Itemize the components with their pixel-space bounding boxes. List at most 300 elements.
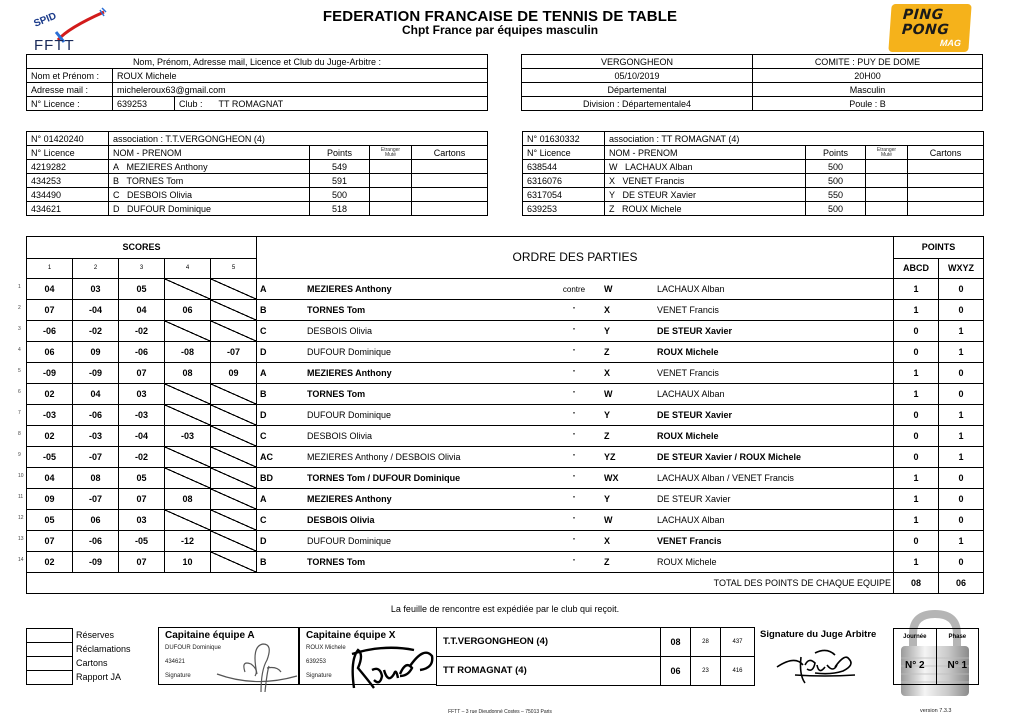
col-licence: N° Licence bbox=[523, 146, 605, 160]
result-a-sets: 28 bbox=[691, 628, 721, 657]
total-a: 08 bbox=[894, 573, 939, 594]
contre-label: " bbox=[572, 537, 576, 545]
set-score-1[interactable]: -03 bbox=[27, 405, 73, 426]
team-a-player: TORNES Tom / DUFOUR Dominique bbox=[307, 472, 461, 483]
team-x-letter: Y bbox=[604, 409, 611, 420]
set-score-2[interactable]: 08 bbox=[73, 468, 119, 489]
team-x-player: LACHAUX Alban bbox=[657, 388, 725, 399]
set-score-3[interactable]: -02 bbox=[119, 447, 165, 468]
set-score-1[interactable]: 06 bbox=[27, 342, 73, 363]
point-wxyz: 1 bbox=[939, 342, 984, 363]
match-players bbox=[257, 405, 894, 426]
point-abcd: 1 bbox=[894, 510, 939, 531]
team-a-letter: AC bbox=[260, 451, 273, 462]
team-a-letter: C bbox=[260, 430, 267, 441]
contre-label: " bbox=[572, 558, 576, 566]
match-players bbox=[257, 300, 894, 321]
team-x-player: ROUX Michele bbox=[657, 556, 717, 567]
svg-text:SPID: SPID bbox=[32, 10, 59, 30]
team-a-player: DUFOUR Dominique bbox=[307, 535, 392, 546]
team-a-player: MEZIERES Anthony bbox=[307, 367, 392, 378]
rapport-box[interactable] bbox=[27, 671, 73, 685]
team-x-player: DE STEUR Xavier bbox=[657, 409, 733, 420]
team-x-table bbox=[522, 131, 984, 216]
match-players bbox=[257, 489, 894, 510]
match-row bbox=[27, 279, 984, 300]
set-score-4[interactable]: -03 bbox=[165, 426, 211, 447]
result-a-total: 437 bbox=[721, 628, 755, 657]
set-score-3[interactable]: -02 bbox=[119, 321, 165, 342]
point-abcd: 0 bbox=[894, 342, 939, 363]
rapport-label: Rapport JA bbox=[76, 672, 122, 682]
captain-a-signature bbox=[215, 636, 300, 692]
row-number: 7 bbox=[18, 410, 21, 416]
set-score-3[interactable]: 07 bbox=[119, 489, 165, 510]
team-x-letter: X bbox=[604, 304, 611, 315]
col-cartons: Cartons bbox=[908, 146, 984, 160]
total-x: 06 bbox=[939, 573, 984, 594]
team-a-player: MEZIERES Anthony / DESBOIS Olivia bbox=[307, 451, 461, 462]
set-score-2[interactable]: -04 bbox=[73, 300, 119, 321]
point-abcd: 1 bbox=[894, 300, 939, 321]
match-row bbox=[27, 552, 984, 573]
juge-heading: Nom, Prénom, Adresse mail, Licence et Club du Juge-Arbitre : bbox=[27, 55, 488, 69]
team-a-letter: BD bbox=[260, 472, 273, 483]
set-score-3[interactable]: -03 bbox=[119, 405, 165, 426]
fftt-address: FFTT – 3 rue Dieudonné Costes – 75013 Paris bbox=[448, 709, 552, 715]
contre-label: " bbox=[572, 516, 576, 524]
match-date[interactable]: 05/10/2019 bbox=[522, 69, 753, 83]
team-a-association: association : T.T.VERGONGHEON (4) bbox=[109, 132, 488, 146]
set-score-2[interactable]: 09 bbox=[73, 342, 119, 363]
match-players bbox=[257, 447, 894, 468]
team-a-letter: D bbox=[260, 346, 267, 357]
team-x-player: DE STEUR Xavier bbox=[657, 325, 733, 336]
team-a-player-row: 434490 C DESBOIS Olivia 500 bbox=[27, 188, 488, 202]
captain-a-signature-label: Signature bbox=[165, 673, 191, 679]
team-x-player-row: 638544 W LACHAUX Alban 500 bbox=[523, 160, 984, 174]
juge-name-label: Nom et Prénom : bbox=[27, 69, 113, 83]
abcd-header: ABCD bbox=[894, 259, 939, 279]
result-team-a: T.T.VERGONGHEON (4) bbox=[437, 628, 661, 657]
page-title: FEDERATION FRANCAISE DE TENNIS DE TABLE bbox=[322, 8, 678, 25]
captain-x-box[interactable] bbox=[299, 627, 437, 685]
set-score-4[interactable] bbox=[165, 510, 211, 531]
team-a-letter: A bbox=[260, 367, 267, 378]
result-x-total: 416 bbox=[721, 657, 755, 686]
team-a-player: TORNES Tom bbox=[307, 556, 366, 567]
set-score-3[interactable]: 05 bbox=[119, 468, 165, 489]
match-players bbox=[257, 426, 894, 447]
juge-club-value[interactable]: TT ROMAGNAT bbox=[215, 97, 488, 111]
team-x-player-row: 639253 Z ROUX Michele 500 bbox=[523, 202, 984, 216]
set-score-2[interactable]: -09 bbox=[73, 363, 119, 384]
captain-x-name: ROUX Michele bbox=[306, 645, 346, 651]
set-score-3[interactable]: -05 bbox=[119, 531, 165, 552]
set-score-3[interactable]: -06 bbox=[119, 342, 165, 363]
captain-a-title: Capitaine équipe A bbox=[165, 630, 255, 641]
col-cartons: Cartons bbox=[412, 146, 488, 160]
row-number: 10 bbox=[18, 473, 24, 479]
set-score-3[interactable]: 03 bbox=[119, 384, 165, 405]
set-score-4[interactable] bbox=[165, 447, 211, 468]
wxyz-header: WXYZ bbox=[939, 259, 984, 279]
set-score-1[interactable]: -06 bbox=[27, 321, 73, 342]
row-number: 6 bbox=[18, 389, 21, 395]
set-score-4[interactable]: -08 bbox=[165, 342, 211, 363]
reserves-labels bbox=[76, 628, 131, 684]
juge-mail-label: Adresse mail : bbox=[27, 83, 113, 97]
set-score-5[interactable] bbox=[211, 468, 257, 489]
point-wxyz: 1 bbox=[939, 405, 984, 426]
journee-label: Journée bbox=[903, 634, 927, 640]
captain-a-licence: 434621 bbox=[165, 659, 186, 665]
set-score-2[interactable]: -07 bbox=[73, 489, 119, 510]
team-a-player: DESBOIS Olivia bbox=[307, 514, 375, 525]
match-row bbox=[27, 300, 984, 321]
page-subtitle: Chpt France par équipes masculin bbox=[401, 23, 599, 37]
set-score-5[interactable] bbox=[211, 426, 257, 447]
team-x-letter: Z bbox=[604, 556, 610, 567]
match-players bbox=[257, 384, 894, 405]
set-score-4[interactable]: -12 bbox=[165, 531, 211, 552]
team-a-player: MEZIERES Anthony bbox=[307, 283, 392, 294]
set-score-3[interactable]: 04 bbox=[119, 300, 165, 321]
match-poule[interactable]: Poule : B bbox=[753, 97, 983, 111]
col-nom: NOM - PRENOM bbox=[109, 146, 310, 160]
journee-value: N° 2 bbox=[905, 660, 925, 671]
match-grid: SCORES ORDRE DES PARTIES POINTS 1 2 3 4 5 ABCD WXYZ 04 03 05 A MEZIERES Anthony contre W LACHAUX Alban 1 0 07 -04 04 06 B TORNES Tom " X VENET Francis 1 0 -06 -02 -02 C DESBOIS Olivia " Y DE STEUR Xavier 0 1 06 09 -06 -08 -07 D DUFOUR Dominique " Z ROUX Michele 0 1 -09 -09 07 08 09 A MEZIERES Anthony " X VENET Francis 1 0 02 04 03 B TORNES Tom " W LACHAUX Alban 1 0 -03 -06 -03 D DUFOUR Dominique " Y DE STEUR Xavier 0 1 02 -03 -04 -03 C DESBOIS Olivia " Z ROUX Michele 0 1 -05 -07 -02 AC MEZIERES Anthony / DESBOIS Olivia " YZ DE STEUR Xavier / ROUX Michele 0 1 04 08 05 BD TORNES Tom / DUFOUR Dominique " WX LACHAUX Alban / VENET Francis 1 0 09 -07 07 08 A MEZIERES Anthony " Y DE STEUR Xavier 1 0 05 06 03 C DESBOIS Olivia " W LACHAUX Alban 1 0 07 -06 -05 -12 D DUFOUR Dominique " X VENET Francis 0 1 02 -09 07 10 B TORNES Tom " Z ROUX Michele 1 0 TOTAL DES POINTS DE CHAQUE EQUIPE 08 06 bbox=[26, 236, 984, 594]
team-a-letter: A bbox=[260, 283, 267, 294]
row-number: 12 bbox=[18, 515, 24, 521]
row-number: 1 bbox=[18, 284, 21, 290]
match-players bbox=[257, 321, 894, 342]
point-wxyz: 0 bbox=[939, 552, 984, 573]
match-row bbox=[27, 468, 984, 489]
set-score-2[interactable]: 06 bbox=[73, 510, 119, 531]
team-a-player-row: 434621 D DUFOUR Dominique 518 bbox=[27, 202, 488, 216]
reserves-label: Réserves bbox=[76, 630, 115, 640]
juge-name-value[interactable]: ROUX Michele bbox=[113, 69, 488, 83]
captain-x-licence: 639253 bbox=[306, 659, 327, 665]
result-a-points: 08 bbox=[661, 628, 691, 657]
team-x-player: DE STEUR Xavier bbox=[657, 493, 731, 504]
point-abcd: 1 bbox=[894, 384, 939, 405]
team-a-player-row: 434253 B TORNES Tom 591 bbox=[27, 174, 488, 188]
team-x-player: ROUX Michele bbox=[657, 346, 719, 357]
set-score-2[interactable]: -03 bbox=[73, 426, 119, 447]
team-a-player: MEZIERES Anthony bbox=[307, 493, 392, 504]
juge-licence-label: N° Licence : bbox=[27, 97, 113, 111]
set-score-3[interactable]: 05 bbox=[119, 279, 165, 300]
team-x-numero: N° 01630332 bbox=[523, 132, 605, 146]
point-abcd: 0 bbox=[894, 405, 939, 426]
row-number: 3 bbox=[18, 326, 21, 332]
team-x-player-row: 6317054 Y DE STEUR Xavier 550 bbox=[523, 188, 984, 202]
result-x-points: 06 bbox=[661, 657, 691, 686]
set-score-5[interactable] bbox=[211, 384, 257, 405]
row-number: 14 bbox=[18, 557, 24, 563]
point-wxyz: 0 bbox=[939, 300, 984, 321]
match-info-table bbox=[521, 54, 983, 111]
set-score-1[interactable]: 02 bbox=[27, 384, 73, 405]
captain-a-name: DUFOUR Dominique bbox=[165, 645, 222, 651]
set-score-1[interactable]: 02 bbox=[27, 426, 73, 447]
match-row bbox=[27, 342, 984, 363]
row-number: 8 bbox=[18, 431, 21, 437]
team-x-letter: Y bbox=[604, 493, 611, 504]
match-row bbox=[27, 384, 984, 405]
point-wxyz: 1 bbox=[939, 426, 984, 447]
captain-x-signature bbox=[344, 640, 436, 690]
result-table bbox=[436, 627, 755, 686]
team-a-player: DUFOUR Dominique bbox=[307, 346, 392, 357]
team-a-letter: B bbox=[260, 556, 267, 567]
team-x-letter: W bbox=[604, 283, 613, 294]
team-x-player: LACHAUX Alban / VENET Francis bbox=[657, 472, 794, 483]
set-score-3[interactable]: 03 bbox=[119, 510, 165, 531]
contre-label: " bbox=[572, 495, 576, 503]
row-number: 5 bbox=[18, 368, 21, 374]
team-x-letter: Y bbox=[604, 325, 611, 336]
match-row bbox=[27, 363, 984, 384]
set-score-4[interactable] bbox=[165, 468, 211, 489]
set-score-4[interactable]: 06 bbox=[165, 300, 211, 321]
set-score-4[interactable]: 08 bbox=[165, 363, 211, 384]
set-score-2[interactable]: 04 bbox=[73, 384, 119, 405]
match-players bbox=[257, 510, 894, 531]
match-division[interactable]: Division : Départementale4 bbox=[522, 97, 753, 111]
match-lieu[interactable]: VERGONGHEON bbox=[522, 55, 753, 69]
team-x-player: LACHAUX Alban bbox=[657, 283, 725, 294]
point-wxyz: 1 bbox=[939, 447, 984, 468]
set-score-3[interactable]: 07 bbox=[119, 552, 165, 573]
row-number: 11 bbox=[18, 494, 24, 500]
team-a-numero: N° 01420240 bbox=[27, 132, 109, 146]
col-points: Points bbox=[806, 146, 866, 160]
team-x-letter: Z bbox=[604, 346, 610, 357]
set-score-1[interactable]: 05 bbox=[27, 510, 73, 531]
point-abcd: 0 bbox=[894, 531, 939, 552]
point-wxyz: 0 bbox=[939, 384, 984, 405]
set-score-1[interactable]: 04 bbox=[27, 279, 73, 300]
contre-label: " bbox=[572, 327, 576, 335]
phase-label: Phase bbox=[948, 634, 967, 640]
team-x-player: VENET Francis bbox=[657, 367, 719, 378]
match-comite[interactable]: COMITE : PUY DE DOME bbox=[753, 55, 983, 69]
team-a-letter: B bbox=[260, 388, 267, 399]
expedie-note: La feuille de rencontre est expédiée par le club qui reçoit. bbox=[390, 604, 620, 614]
team-x-letter: WX bbox=[604, 472, 619, 483]
version-label: version 7.3.3 bbox=[920, 708, 952, 714]
match-players bbox=[257, 279, 894, 300]
juge-club-label: Club : bbox=[175, 97, 215, 111]
col-licence: N° Licence bbox=[27, 146, 109, 160]
contre-label: " bbox=[572, 474, 576, 482]
team-a-letter: C bbox=[260, 325, 267, 336]
set-score-4[interactable] bbox=[165, 279, 211, 300]
row-number: 2 bbox=[18, 305, 21, 311]
match-row bbox=[27, 510, 984, 531]
point-abcd: 1 bbox=[894, 279, 939, 300]
set-score-1[interactable]: -05 bbox=[27, 447, 73, 468]
contre-label: " bbox=[572, 411, 576, 419]
match-row bbox=[27, 447, 984, 468]
set-score-5[interactable] bbox=[211, 552, 257, 573]
point-wxyz: 0 bbox=[939, 468, 984, 489]
phase-value: N° 1 bbox=[947, 660, 968, 671]
set-score-2[interactable]: -09 bbox=[73, 552, 119, 573]
match-heure[interactable]: 20H00 bbox=[753, 69, 983, 83]
set-score-2[interactable]: -07 bbox=[73, 447, 119, 468]
team-x-player: DE STEUR Xavier / ROUX Michele bbox=[657, 451, 802, 462]
set-score-1[interactable]: 09 bbox=[27, 489, 73, 510]
contre-label: contre bbox=[562, 284, 586, 294]
point-abcd: 1 bbox=[894, 552, 939, 573]
set-score-2[interactable]: -06 bbox=[73, 405, 119, 426]
set-score-1[interactable]: 02 bbox=[27, 552, 73, 573]
team-x-letter: W bbox=[604, 388, 613, 399]
point-abcd: 1 bbox=[894, 363, 939, 384]
set-score-1[interactable]: 07 bbox=[27, 531, 73, 552]
match-row bbox=[27, 531, 984, 552]
reclamations-label: Réclamations bbox=[76, 644, 131, 654]
point-abcd: 1 bbox=[894, 489, 939, 510]
reserves-checkboxes bbox=[26, 628, 73, 685]
set-score-4[interactable] bbox=[165, 405, 211, 426]
contre-label: " bbox=[572, 432, 576, 440]
point-abcd: 0 bbox=[894, 426, 939, 447]
set-score-4[interactable] bbox=[165, 321, 211, 342]
set-score-1[interactable]: -09 bbox=[27, 363, 73, 384]
scores-header: SCORES bbox=[27, 237, 257, 259]
point-wxyz: 1 bbox=[939, 531, 984, 552]
team-x-player: LACHAUX Alban bbox=[657, 514, 725, 525]
match-players bbox=[257, 531, 894, 552]
captain-x-title: Capitaine équipe X bbox=[306, 630, 396, 641]
team-a-letter: D bbox=[260, 409, 267, 420]
contre-label: " bbox=[572, 453, 576, 461]
match-row bbox=[27, 426, 984, 447]
set-score-5[interactable] bbox=[211, 447, 257, 468]
match-row bbox=[27, 321, 984, 342]
cartons-box[interactable] bbox=[27, 657, 73, 671]
set-score-5[interactable]: -07 bbox=[211, 342, 257, 363]
point-wxyz: 1 bbox=[939, 321, 984, 342]
result-team-x: TT ROMAGNAT (4) bbox=[437, 657, 661, 686]
team-a-player: DESBOIS Olivia bbox=[307, 430, 373, 441]
ordre-des-parties-header: ORDRE DES PARTIES bbox=[257, 237, 894, 279]
journee-cell bbox=[894, 629, 937, 685]
set-score-5[interactable] bbox=[211, 321, 257, 342]
match-niveau[interactable]: Départemental bbox=[522, 83, 753, 97]
set-score-2[interactable]: -06 bbox=[73, 531, 119, 552]
point-wxyz: 0 bbox=[939, 363, 984, 384]
set-score-5[interactable] bbox=[211, 510, 257, 531]
phase-cell bbox=[936, 629, 978, 685]
set-score-2[interactable]: 03 bbox=[73, 279, 119, 300]
team-a-letter: A bbox=[260, 493, 267, 504]
juge-signature[interactable] bbox=[775, 645, 865, 685]
set-score-3[interactable]: -04 bbox=[119, 426, 165, 447]
point-abcd: 0 bbox=[894, 321, 939, 342]
team-a-player-row: 4219282 A MEZIERES Anthony 549 bbox=[27, 160, 488, 174]
team-x-association: association : TT ROMAGNAT (4) bbox=[605, 132, 984, 146]
result-x-sets: 23 bbox=[691, 657, 721, 686]
row-number: 13 bbox=[18, 536, 24, 542]
match-players bbox=[257, 342, 894, 363]
set-score-5[interactable] bbox=[211, 300, 257, 321]
captain-x-signature-label: Signature bbox=[306, 673, 332, 679]
set-score-4[interactable] bbox=[165, 384, 211, 405]
point-wxyz: 0 bbox=[939, 279, 984, 300]
col-nom: NOM - PRENOM bbox=[605, 146, 806, 160]
contre-label: " bbox=[572, 390, 576, 398]
journee-phase-table bbox=[893, 628, 979, 685]
set-score-3[interactable]: 07 bbox=[119, 363, 165, 384]
juge-mail-value[interactable]: micheleroux63@gmail.com bbox=[113, 83, 488, 97]
team-x-letter: Z bbox=[604, 430, 610, 441]
set-score-1[interactable]: 04 bbox=[27, 468, 73, 489]
contre-label: " bbox=[572, 369, 576, 377]
team-a-player: DESBOIS Olivia bbox=[307, 325, 373, 336]
point-abcd: 1 bbox=[894, 468, 939, 489]
point-wxyz: 0 bbox=[939, 510, 984, 531]
match-players bbox=[257, 468, 894, 489]
svg-text:FFTT: FFTT bbox=[34, 37, 75, 52]
match-players bbox=[257, 363, 894, 384]
team-x-letter: YZ bbox=[604, 451, 616, 462]
juge-signature-title: Signature du Juge Arbitre bbox=[760, 629, 877, 640]
set-score-5[interactable] bbox=[211, 279, 257, 300]
ping-pong-mag-logo: PING PONG MAG bbox=[888, 4, 971, 52]
team-a-player: TORNES Tom bbox=[307, 388, 366, 399]
team-x-player: VENET Francis bbox=[657, 304, 719, 315]
col-points: Points bbox=[310, 146, 370, 160]
juge-licence-value[interactable]: 639253 bbox=[113, 97, 175, 111]
team-a-table bbox=[26, 131, 488, 216]
set-score-4[interactable]: 08 bbox=[165, 489, 211, 510]
match-row bbox=[27, 405, 984, 426]
team-x-player: VENET Francis bbox=[657, 535, 722, 546]
reclamations-box[interactable] bbox=[27, 643, 73, 657]
reserves-box[interactable] bbox=[27, 629, 73, 643]
set-score-1[interactable]: 07 bbox=[27, 300, 73, 321]
col-etranger-mute: Etranger Muté bbox=[866, 146, 908, 160]
point-abcd: 0 bbox=[894, 447, 939, 468]
match-sexe[interactable]: Masculin bbox=[753, 83, 983, 97]
match-row bbox=[27, 489, 984, 510]
row-number: 9 bbox=[18, 452, 21, 458]
team-x-letter: X bbox=[604, 535, 611, 546]
team-a-letter: C bbox=[260, 514, 267, 525]
set-score-5[interactable] bbox=[211, 531, 257, 552]
team-x-letter: W bbox=[604, 514, 613, 525]
team-x-player: ROUX Michele bbox=[657, 430, 719, 441]
points-header: POINTS bbox=[894, 237, 984, 259]
set-score-5[interactable]: 09 bbox=[211, 363, 257, 384]
captain-a-box[interactable] bbox=[158, 627, 299, 685]
match-players bbox=[257, 552, 894, 573]
team-a-letter: B bbox=[260, 304, 267, 315]
cartons-label: Cartons bbox=[76, 658, 108, 668]
juge-arbitre-table bbox=[26, 54, 488, 111]
set-score-5[interactable] bbox=[211, 489, 257, 510]
row-number: 4 bbox=[18, 347, 21, 353]
set-score-5[interactable] bbox=[211, 405, 257, 426]
set-score-2[interactable]: -02 bbox=[73, 321, 119, 342]
set-score-4[interactable]: 10 bbox=[165, 552, 211, 573]
